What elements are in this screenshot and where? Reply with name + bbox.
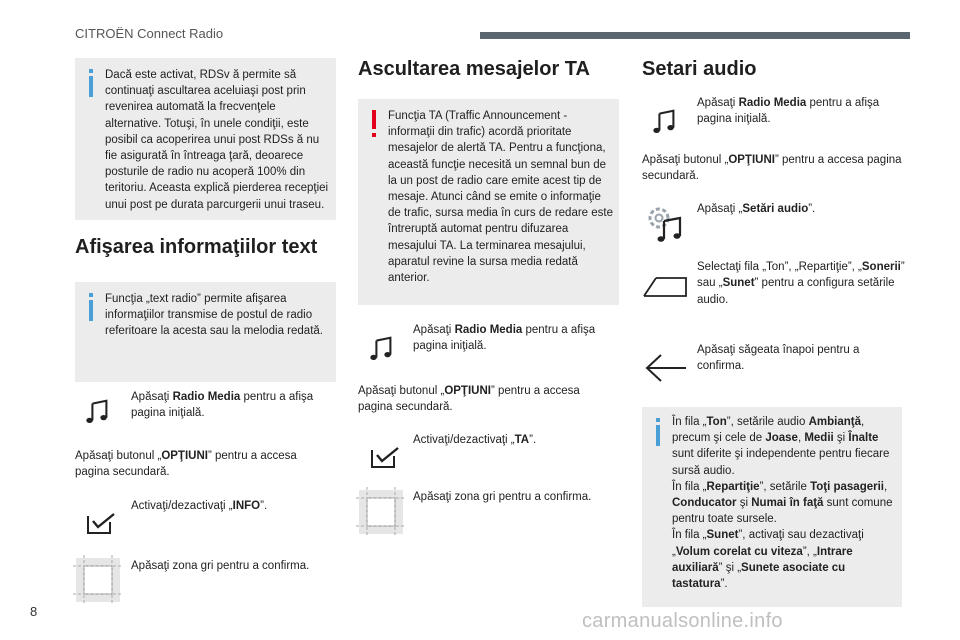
step-text: Apăsaţi butonul „OPŢIUNI” pentru a accesa pagina secundară.: [358, 385, 580, 414]
info-box: [642, 407, 902, 607]
music-note-icon: [651, 108, 679, 136]
info-text: Dacă este activat, RDSv ă permite să continuaţi ascultarea aceluiaşi post prin revenirea automată la frecvenţele alternative. Totuşi, în unele condiţii, este posibil ca acoperirea unui post RDSs ă nu fie asigurată în întreaga ţară, deoarece posturile de radio nu acoperă 100% din teritoriu. Aceasta explică pierderea recepţiei unui post pe durata parcurgerii unui traseu.: [105, 69, 329, 211]
step-text: Activaţi/dezactivaţi „INFO”.: [131, 500, 268, 512]
page-number: 8: [30, 604, 38, 619]
step-text: Apăsaţi butonul „OPŢIUNI” pentru a accesa pagina secundară.: [642, 154, 902, 183]
grey-zone-icon: [73, 555, 123, 605]
grey-zone-icon: [356, 487, 406, 537]
back-arrow-icon: [644, 353, 688, 383]
step-text: Apăsaţi butonul „OPŢIUNI” pentru a accesa pagina secundară.: [75, 450, 297, 479]
section-title: Setari audio: [642, 58, 757, 80]
info-icon: [651, 418, 665, 446]
checkbox-icon: [370, 446, 400, 470]
step-text: Apăsaţi „Setări audio”.: [697, 203, 816, 215]
section-title: Ascultarea mesajelor TA: [358, 58, 590, 80]
info-text: Funcţia „text radio” permite afişarea informaţiilor transmise de postul de radio referitoare la acesta sau la melodia redată.: [105, 293, 323, 338]
step-text: Apăsaţi Radio Media pentru a afişa pagina iniţială.: [697, 97, 880, 126]
header-bar: [480, 32, 910, 39]
step-text: Selectaţi fila „Ton”, „Repartiţie”, „Sonerii” sau „Sunet” pentru a configura setările audio.: [697, 261, 905, 306]
info-box: [75, 58, 336, 220]
info-icon: [84, 293, 98, 321]
music-note-icon: [84, 398, 112, 426]
step-text: Apăsaţi săgeata înapoi pentru a confirma.: [697, 344, 860, 373]
info-box: [75, 282, 336, 382]
music-note-icon: [368, 335, 396, 363]
checkbox-icon: [86, 512, 116, 536]
watermark: carmanualsonline.info: [582, 610, 783, 632]
tab-icon: [642, 276, 688, 298]
step-text: Apăsaţi zona gri pentru a confirma.: [413, 491, 592, 503]
warning-box: [358, 99, 619, 305]
warning-text: Funcţia TA (Traffic Announcement - informaţii din trafic) acordă prioritate mesajelor de alertă TA. Pentru a funcţiona, această funcţie necesită un semnal bun de la un post de radio care emite acest tip de mesaje. Atunci când se emite o informaţie de trafic, sursa media în curs de redare este întreruptă automat pentru difuzarea mesajului TA. La terminarea mesajului, aparatul revine la sursa media redată anterior.: [388, 110, 613, 285]
info-icon: [84, 69, 98, 97]
section-title: Afişarea informaţiilor text: [75, 236, 318, 258]
step-text: Apăsaţi zona gri pentru a confirma.: [131, 560, 310, 572]
step-text: Apăsaţi Radio Media pentru a afişa pagina iniţială.: [131, 391, 314, 420]
warning-icon: [367, 110, 381, 138]
step-text: Apăsaţi Radio Media pentru a afişa pagina iniţială.: [413, 324, 596, 353]
info-text: În fila „Ton”, setările audio Ambianţă, precum şi cele de Joase, Medii şi Înalte sunt diferite şi independente pentru fiecare sursă audio. În fila „Repartiţie”, setările Toţi pasagerii, Conducator şi Numai în faţă sunt comune pentru toate sursele. În fila „Sunet”, activaţi sau dezactivaţi „Volum corelat cu viteza”, „Intrare auxiliară” şi „Sunete asociate cu tastatura”.: [672, 416, 893, 591]
audio-settings-icon: [646, 205, 686, 245]
header-title: CITROËN Connect Radio: [75, 26, 224, 41]
step-text: Activaţi/dezactivaţi „TA”.: [413, 434, 537, 446]
